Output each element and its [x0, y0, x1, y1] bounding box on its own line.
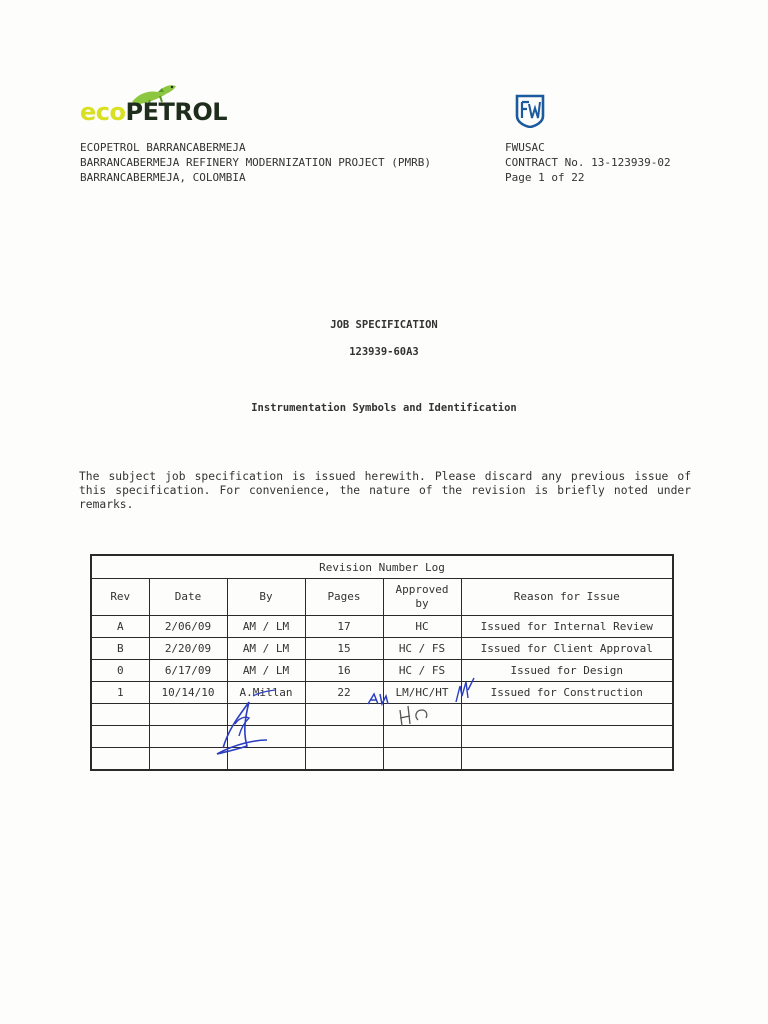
- table-row-empty: [91, 726, 673, 748]
- cell-rev: A: [91, 616, 149, 638]
- cell-approved: HC: [383, 616, 461, 638]
- cell-approved: HC / FS: [383, 638, 461, 660]
- project-name: BARRANCABERMEJA REFINERY MODERNIZATION PROJECT (PMRB): [80, 156, 431, 169]
- ecopetrol-logo: [80, 80, 240, 132]
- revision-log-table: [90, 554, 674, 771]
- logo-petrol: PETROL: [125, 98, 228, 126]
- cell-reason: Issued for Client Approval: [461, 638, 673, 660]
- fw-logo-icon: [514, 94, 546, 128]
- table-row-empty: [91, 748, 673, 771]
- client-header: [80, 140, 431, 185]
- col-header-reason: Reason for Issue: [461, 579, 673, 616]
- logo-eco: eco: [80, 98, 126, 126]
- cell-date: 2/06/09: [149, 616, 227, 638]
- ecopetrol-logo-text: [80, 98, 227, 126]
- cell-reason: Issued for Internal Review: [461, 616, 673, 638]
- page-number: Page 1 of 22: [505, 171, 585, 184]
- document-number: 123939-60A3: [349, 346, 419, 358]
- col-header-rev: Rev: [91, 579, 149, 616]
- document-type: JOB SPECIFICATION: [330, 319, 438, 331]
- cell-reason: Issued for Design: [461, 660, 673, 682]
- contract-number: CONTRACT No. 13-123939-02: [505, 156, 671, 169]
- cell-by: AM / LM: [227, 660, 305, 682]
- cell-by: AM / LM: [227, 616, 305, 638]
- client-name: ECOPETROL BARRANCABERMEJA: [80, 141, 246, 154]
- table-row-empty: [91, 704, 673, 726]
- col-header-approved: [383, 579, 461, 616]
- cell-rev: B: [91, 638, 149, 660]
- cell-pages: 22: [305, 682, 383, 704]
- col-header-date: Date: [149, 579, 227, 616]
- cell-by: AM / LM: [227, 638, 305, 660]
- cell-pages: 17: [305, 616, 383, 638]
- cell-date: 2/20/09: [149, 638, 227, 660]
- cell-by: A.Millan: [227, 682, 305, 704]
- cell-approved: LM/HC/HT: [383, 682, 461, 704]
- intro-paragraph: The subject job specification is issued herewith. Please discard any previous issue of this specification. For convenience, the nature of the revision is briefly noted under remarks.: [79, 470, 691, 511]
- table-row: [91, 660, 673, 682]
- revision-log-title: Revision Number Log: [91, 555, 673, 579]
- col-header-pages: Pages: [305, 579, 383, 616]
- col-header-by: By: [227, 579, 305, 616]
- cell-date: 10/14/10: [149, 682, 227, 704]
- cell-date: 6/17/09: [149, 660, 227, 682]
- cell-approved: HC / FS: [383, 660, 461, 682]
- table-row: [91, 682, 673, 704]
- cell-rev: 0: [91, 660, 149, 682]
- cell-rev: 1: [91, 682, 149, 704]
- cell-pages: 15: [305, 638, 383, 660]
- col-header-approved-label: Approved by: [395, 583, 449, 610]
- cell-reason: Issued for Construction: [461, 682, 673, 704]
- cell-pages: 16: [305, 660, 383, 682]
- table-row: [91, 638, 673, 660]
- client-location: BARRANCABERMEJA, COLOMBIA: [80, 171, 246, 184]
- contractor-header: [505, 140, 671, 185]
- table-row: [91, 616, 673, 638]
- contractor-name: FWUSAC: [505, 141, 545, 154]
- document-title: Instrumentation Symbols and Identification: [251, 402, 517, 414]
